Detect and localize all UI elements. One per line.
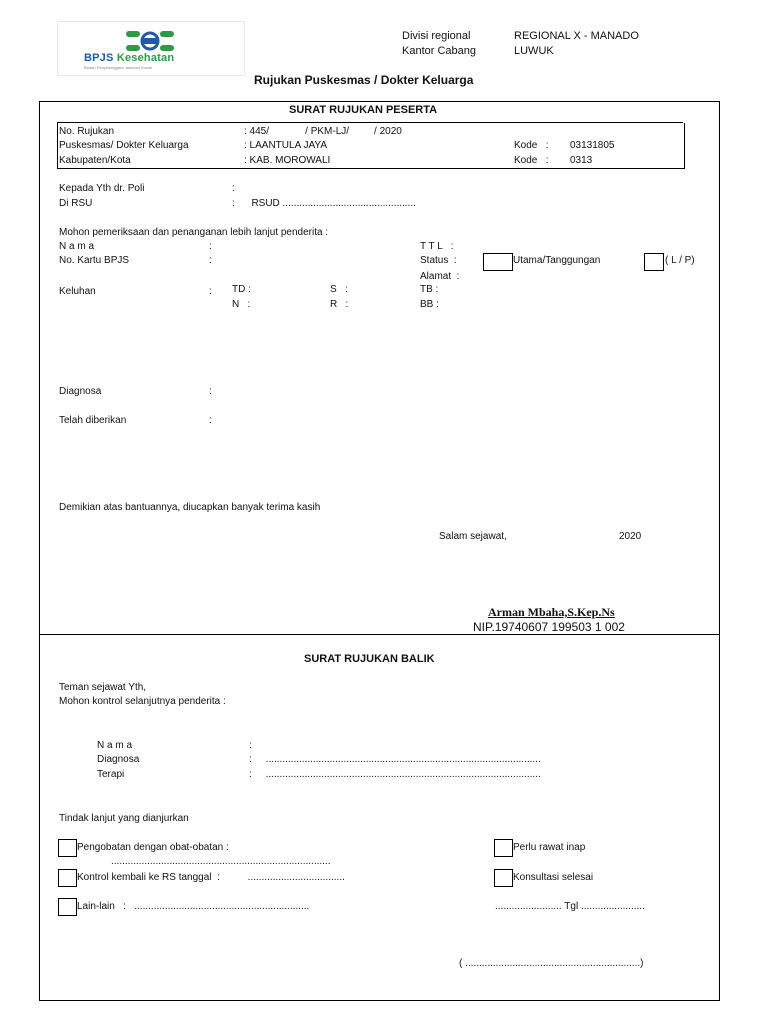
bpjs-emblem-icon: [124, 29, 176, 53]
balik-mohon: Mohon kontrol selanjutnya penderita :: [59, 696, 226, 707]
salam-year: 2020: [619, 531, 642, 542]
gender-input-box[interactable]: [644, 253, 664, 271]
ttl-label: T T L :: [420, 241, 454, 252]
divisi-label: Divisi regional: [402, 30, 471, 42]
vital-n: N :: [232, 299, 251, 310]
balik-title: SURAT RUJUKAN BALIK: [304, 653, 435, 665]
logo-tagline: Badan Penyelenggara Jaminan Sosial: [84, 65, 152, 70]
pengobatan-label: Pengobatan dengan obat-obatan :: [77, 842, 229, 853]
cabang-label: Kantor Cabang: [402, 45, 476, 57]
status-value: Utama/Tanggungan: [513, 255, 601, 266]
kartu-colon: :: [209, 255, 212, 266]
kabupaten-label: Kabupaten/Kota: [59, 155, 131, 166]
gender-label: ( L / P): [665, 255, 695, 266]
balik-diagnosa-value: : ...................................................................................................: [249, 754, 541, 765]
kode-kabupaten: 0313: [570, 155, 593, 166]
diberikan-label: Telah diberikan: [59, 415, 127, 426]
kode-label: Kode :: [514, 140, 549, 151]
kode-puskesmas: 03131805: [570, 140, 615, 151]
rawat-inap-checkbox[interactable]: [494, 839, 513, 857]
signer-name: Arman Mbaha,S.Kep.Ns: [488, 605, 615, 619]
vital-s: S :: [330, 284, 348, 295]
no-rujukan-value: : 445/ / PKM-LJ/ / 2020: [244, 126, 402, 137]
tindak-label: Tindak lanjut yang dianjurkan: [59, 813, 189, 824]
status-label: Status :: [420, 255, 457, 266]
diagnosa-label: Diagnosa: [59, 386, 102, 397]
section-divider: [39, 634, 720, 635]
kabupaten-value: : KAB. MOROWALI: [244, 155, 331, 166]
tanggal-line: ........................ Tgl .......................: [495, 901, 645, 912]
status-input-box[interactable]: [483, 253, 513, 271]
pengobatan-dots: ...............................................................................: [111, 856, 331, 867]
keluhan-colon: :: [209, 286, 212, 297]
alamat-label: Alamat :: [420, 271, 460, 282]
kode-label-2: Kode :: [514, 155, 549, 166]
kepada-label: Kepada Yth dr. Poli: [59, 183, 145, 194]
document-title: Rujukan Puskesmas / Dokter Keluarga: [254, 73, 474, 87]
signer-nip: NIP.19740607 199503 1 002: [473, 620, 625, 634]
kartu-label: No. Kartu BPJS: [59, 255, 130, 266]
keluhan-label: Keluhan: [59, 286, 96, 297]
vital-r: R :: [330, 299, 349, 310]
rawat-inap-label: Perlu rawat inap: [513, 842, 586, 853]
divisi-value: REGIONAL X - MANADO: [514, 30, 639, 42]
kontrol-checkbox[interactable]: [58, 869, 77, 887]
lain-lain-checkbox[interactable]: [58, 898, 77, 916]
vital-td: TD :: [232, 284, 251, 295]
bpjs-logo: [57, 21, 245, 76]
puskesmas-label: Puskesmas/ Dokter Keluarga: [59, 140, 189, 151]
rujukan-title: SURAT RUJUKAN PESERTA: [289, 104, 438, 116]
balik-terapi-value: : ...................................................................................................: [249, 769, 541, 780]
rsu-label: Di RSU: [59, 198, 93, 209]
balik-diagnosa-label: Diagnosa: [97, 754, 140, 765]
diberikan-colon: :: [209, 415, 212, 426]
nama-label: N a m a: [59, 241, 95, 252]
signature-line: ( ...............................................................): [459, 958, 644, 969]
closing-text: Demikian atas bantuannya, diucapkan banyak terima kasih: [59, 502, 321, 513]
vital-bb: BB :: [420, 299, 439, 310]
kontrol-label: Kontrol kembali ke RS tanggal : ...................................: [77, 872, 345, 883]
kepada-colon: :: [232, 183, 235, 194]
konsultasi-label: Konsultasi selesai: [513, 872, 594, 883]
balik-nama-value: :: [249, 740, 252, 751]
vital-tb: TB :: [420, 284, 439, 295]
nama-colon: :: [209, 241, 212, 252]
rsu-value: : RSUD ................................................: [232, 198, 416, 209]
konsultasi-checkbox[interactable]: [494, 869, 513, 887]
puskesmas-value: : LAANTULA JAYA: [244, 140, 327, 151]
cabang-value: LUWUK: [514, 45, 554, 57]
pengobatan-checkbox[interactable]: [58, 839, 77, 857]
logo-wordmark: BPJS Kesehatan: [84, 52, 175, 64]
balik-nama-label: N a m a: [97, 740, 133, 751]
balik-greeting: Teman sejawat Yth,: [59, 682, 147, 693]
salam-text: Salam sejawat,: [439, 531, 507, 542]
diagnosa-colon: :: [209, 386, 212, 397]
no-rujukan-label: No. Rujukan: [59, 126, 115, 137]
mohon-text: Mohon pemeriksaan dan penanganan lebih lanjut penderita :: [59, 227, 329, 238]
balik-terapi-label: Terapi: [97, 769, 125, 780]
lain-lain-label: Lain-lain : ...............................................................: [77, 901, 310, 912]
